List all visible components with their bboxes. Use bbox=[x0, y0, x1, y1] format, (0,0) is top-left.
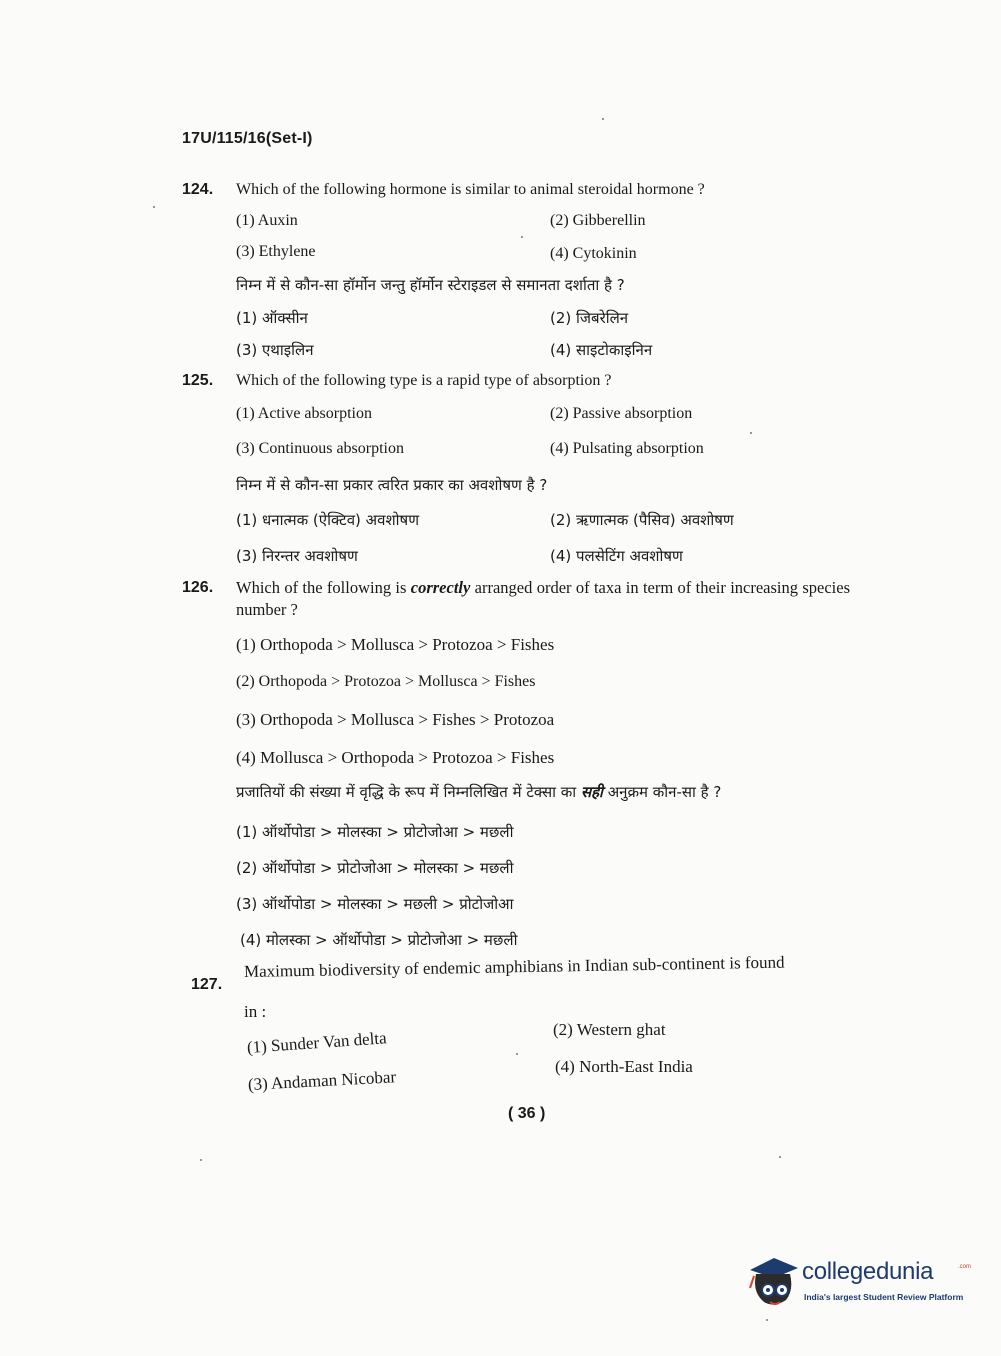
stem-emphasis: correctly bbox=[410, 578, 471, 597]
option: (1) Sunder Van delta bbox=[246, 1028, 388, 1057]
collegedunia-logo bbox=[744, 1252, 974, 1312]
option: (3) Orthopoda > Mollusca > Fishes > Protozoa bbox=[236, 710, 555, 729]
option: (4) Cytokinin bbox=[550, 245, 637, 262]
option: (2) Gibberellin bbox=[550, 212, 646, 229]
stem-part: प्रजातियों की संख्या में वृद्धि के रूप में निम्नलिखित में टेक्सा का bbox=[236, 783, 581, 801]
scan-speck bbox=[516, 1053, 518, 1055]
question-number: 126. bbox=[182, 579, 214, 596]
scan-speck bbox=[521, 236, 523, 238]
question-number: 127. bbox=[191, 976, 223, 993]
option-hindi: (2) जिबरेलिन bbox=[550, 309, 629, 327]
question-stem-cont: in : bbox=[244, 1002, 267, 1021]
option: (2) Western ghat bbox=[553, 1020, 666, 1039]
mascot-icon bbox=[744, 1252, 800, 1312]
stem-part: अनुक्रम कौन-सा है ? bbox=[602, 783, 722, 801]
question-stem: Maximum biodiversity of endemic amphibians in Indian sub-continent is found bbox=[243, 952, 785, 981]
option: (3) Andaman Nicobar bbox=[247, 1067, 397, 1094]
option: (1) Orthopoda > Mollusca > Protozoa > Fishes bbox=[236, 635, 555, 654]
option-hindi: (4) साइटोकाइनिन bbox=[550, 341, 653, 359]
option: (3) Continuous absorption bbox=[236, 440, 404, 457]
scan-speck bbox=[200, 1159, 202, 1161]
scan-speck bbox=[602, 118, 604, 120]
logo-wordmark: collegedunia bbox=[802, 1258, 934, 1285]
scan-speck bbox=[766, 1319, 768, 1321]
scan-speck bbox=[779, 1156, 781, 1158]
question-stem-hindi: निम्न में से कौन-सा हॉर्मोन जन्तु हॉर्मोन स्टेराइडल से समानता दर्शाता है ? bbox=[236, 276, 625, 294]
logo-tagline: India's largest Student Review Platform bbox=[804, 1292, 964, 1302]
option-hindi: (1) ऑर्थोपोडा > मोलस्का > प्रोटोजोआ > मछली bbox=[236, 823, 514, 841]
stem-part: Which of the following is bbox=[236, 578, 411, 597]
question-stem: Which of the following type is a rapid type of absorption ? bbox=[236, 372, 612, 389]
option: (2) Passive absorption bbox=[550, 405, 693, 422]
option-hindi: (4) पलसेटिंग अवशोषण bbox=[550, 547, 683, 565]
question-stem: Which of the following hormone is similar to animal steroidal hormone ? bbox=[236, 181, 705, 198]
option: (1) Active absorption bbox=[236, 405, 372, 422]
option-hindi: (2) ऑर्थोपोडा > प्रोटोजोआ > मोलस्का > मछली bbox=[236, 859, 514, 877]
option-hindi: (2) ऋणात्मक (पैसिव) अवशोषण bbox=[550, 511, 734, 529]
option-hindi: (3) ऑर्थोपोडा > मोलस्का > मछली > प्रोटोजोआ bbox=[236, 895, 514, 913]
option: (1) Auxin bbox=[236, 212, 298, 229]
option-hindi: (1) धनात्मक (ऐक्टिव) अवशोषण bbox=[236, 511, 420, 529]
stem-emphasis: सही bbox=[580, 783, 603, 801]
option-hindi: (3) निरन्तर अवशोषण bbox=[236, 547, 358, 565]
page-number: ( 36 ) bbox=[508, 1105, 546, 1122]
question-stem bbox=[236, 577, 850, 621]
option-hindi: (4) मोलस्का > ऑर्थोपोडा > प्रोटोजोआ > मछली bbox=[240, 931, 518, 949]
option: (2) Orthopoda > Protozoa > Mollusca > Fishes bbox=[236, 673, 536, 690]
option: (4) North-East India bbox=[555, 1057, 693, 1076]
logo-suffix: .com bbox=[958, 1264, 972, 1270]
question-number: 124. bbox=[182, 181, 214, 198]
scan-speck bbox=[750, 432, 752, 434]
paper-code: 17U/115/16(Set-I) bbox=[182, 130, 313, 147]
option: (4) Mollusca > Orthopoda > Protozoa > Fishes bbox=[236, 748, 555, 767]
question-stem-hindi: निम्न में से कौन-सा प्रकार त्वरित प्रकार का अवशोषण है ? bbox=[236, 476, 548, 494]
option: (4) Pulsating absorption bbox=[550, 440, 704, 457]
option-hindi: (1) ऑक्सीन bbox=[236, 309, 308, 327]
option-hindi: (3) एथाइलिन bbox=[236, 341, 314, 359]
option: (3) Ethylene bbox=[236, 243, 316, 260]
question-stem-hindi bbox=[236, 782, 721, 802]
scan-speck bbox=[153, 206, 155, 208]
question-number: 125. bbox=[182, 372, 214, 389]
stem-part: arranged order of taxa in term of their increasing species number ? bbox=[236, 578, 850, 619]
